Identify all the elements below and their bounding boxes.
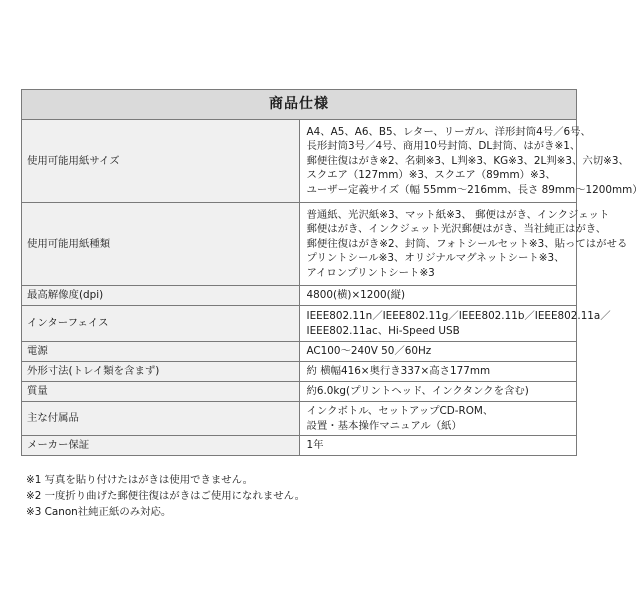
spec-row xyxy=(22,382,577,402)
spec-row xyxy=(22,436,577,456)
spec-value-line: 郵便往復はがき※2、名刺※3、L判※3、KG※3、2L判※3、六切※3、 xyxy=(306,154,629,167)
spec-value-line: インクボトル、セットアップCD-ROM、 xyxy=(306,405,494,417)
spec-title: 商品仕様 xyxy=(22,90,577,120)
spec-value-line: 設置・基本操作マニュアル（紙） xyxy=(306,419,462,432)
footnote: ※2 一度折り曲げた郵便往復はがきはご使用になれません。 xyxy=(26,490,306,502)
spec-row xyxy=(22,120,577,203)
spec-label: メーカー保証 xyxy=(22,436,300,456)
spec-row xyxy=(22,402,577,436)
spec-value-line: ユーザー定義サイズ（幅 55mm〜216mm、長さ 89mm〜1200mm） xyxy=(306,183,643,196)
spec-label: 質量 xyxy=(22,382,300,402)
spec-value-line: 4800(横)×1200(縦) xyxy=(306,289,406,302)
spec-value-line: AC100〜240V 50／60Hz xyxy=(306,345,432,358)
spec-label: 使用可能用紙サイズ xyxy=(22,120,300,203)
spec-value xyxy=(299,203,628,286)
spec-label: 外形寸法(トレイ類を含まず) xyxy=(22,362,300,382)
spec-value xyxy=(299,342,577,362)
spec-value-line: 長形封筒3号／4号、商用10号封筒、DL封筒、はがき※1、 xyxy=(306,140,581,153)
spec-row xyxy=(22,286,577,306)
spec-label: 電源 xyxy=(22,342,300,362)
spec-value xyxy=(299,120,643,203)
spec-value-line: IEEE802.11n／IEEE802.11g／IEEE802.11b／IEEE802.11a／ xyxy=(306,310,611,322)
spec-value-line: IEEE802.11ac、Hi-Speed USB xyxy=(306,324,460,337)
spec-row xyxy=(22,306,577,342)
footnote: ※1 写真を貼り付けたはがきは使用できません。 xyxy=(26,474,254,486)
spec-label: 最高解像度(dpi) xyxy=(22,286,300,306)
spec-value-line: 1年 xyxy=(306,439,324,452)
spec-value xyxy=(299,382,577,402)
spec-value-line: 普通紙、光沢紙※3、マット紙※3、 郵便はがき、インクジェット xyxy=(306,208,610,221)
spec-value-line: A4、A5、A6、B5、レター、リーガル、洋形封筒4号／6号、 xyxy=(306,125,591,138)
spec-body xyxy=(22,120,643,456)
spec-value-line: 約6.0kg(プリントヘッド、インクタンクを含む) xyxy=(306,385,529,398)
spec-value xyxy=(299,286,577,306)
footnotes xyxy=(26,472,305,520)
spec-value-line: スクエア（127mm）※3、スクエア（89mm）※3、 xyxy=(306,169,556,182)
spec-value-line: プリントシール※3、オリジナルマグネットシート※3、 xyxy=(306,252,565,265)
spec-row xyxy=(22,342,577,362)
spec-value xyxy=(299,436,577,456)
spec-value-line: 約 横幅416×奥行き337×高さ177mm xyxy=(306,365,491,378)
spec-value-line: 郵便はがき、インクジェット光沢郵便はがき、当社純正はがき、 xyxy=(306,223,607,236)
spec-value-line: アイロンプリントシート※3 xyxy=(306,266,435,279)
spec-label: 主な付属品 xyxy=(22,402,300,436)
spec-value xyxy=(299,362,577,382)
spec-label: インターフェイス xyxy=(22,306,300,342)
spec-table xyxy=(21,89,643,456)
spec-title-row xyxy=(22,90,577,120)
spec-value-line: 郵便往復はがき※2、封筒、フォトシールセット※3、貼ってはがせる xyxy=(306,237,628,250)
spec-label: 使用可能用紙種類 xyxy=(22,203,300,286)
spec-row xyxy=(22,203,577,286)
footnote: ※3 Canon社純正紙のみ対応。 xyxy=(26,506,172,518)
spec-value xyxy=(299,402,577,436)
spec-value xyxy=(299,306,611,342)
spec-row xyxy=(22,362,577,382)
